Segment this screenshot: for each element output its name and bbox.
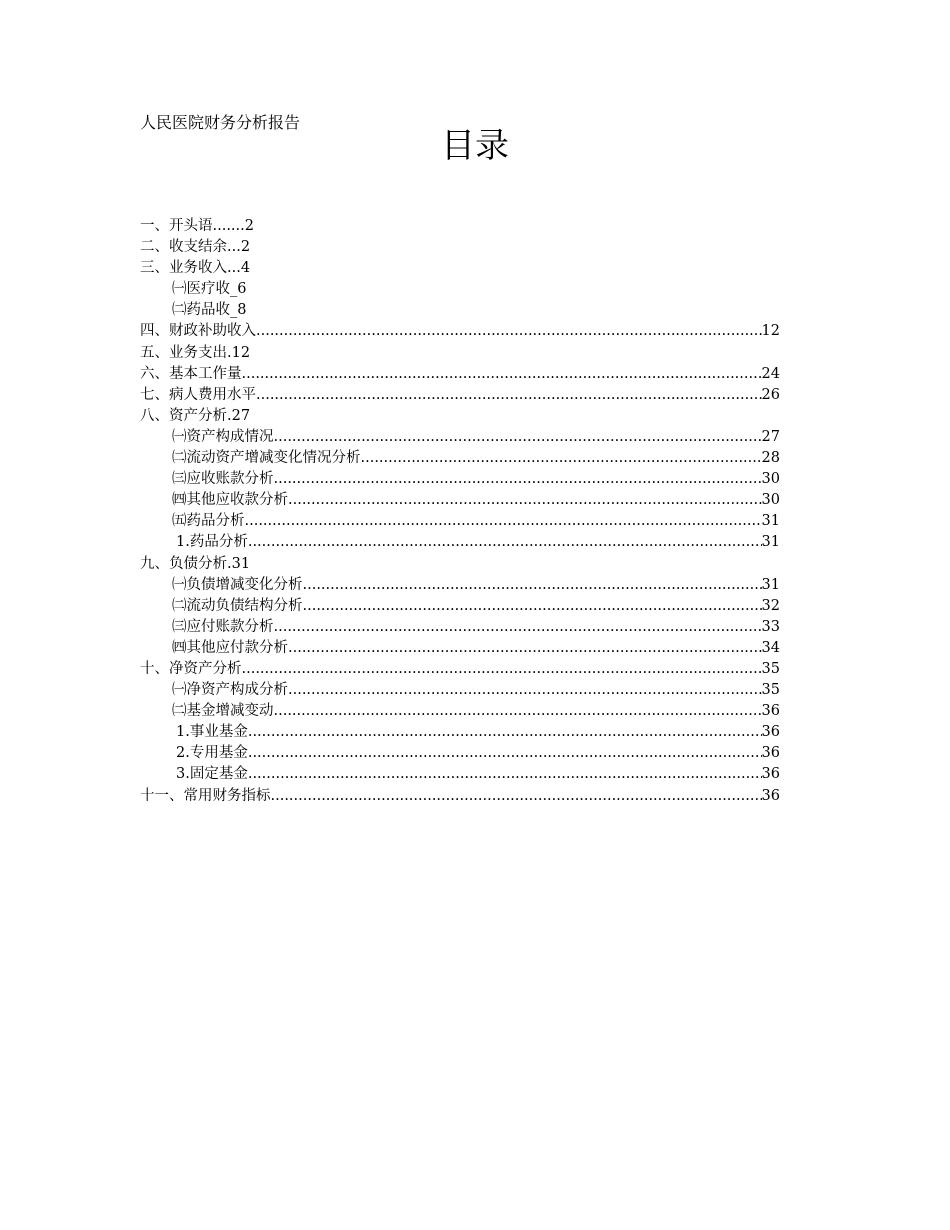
toc-entry[interactable] xyxy=(140,406,780,427)
toc-page-number: 35 xyxy=(761,682,780,699)
toc-page-number: 26 xyxy=(761,386,780,403)
toc-entry[interactable] xyxy=(140,764,780,785)
toc-page-number: 31 xyxy=(761,534,780,551)
toc-entry[interactable] xyxy=(140,216,780,237)
toc-entry-label: 九、负债分析.31 xyxy=(140,555,251,572)
toc-dot-leader xyxy=(271,786,762,807)
toc-page-number: 36 xyxy=(761,703,780,720)
toc-page-number: 33 xyxy=(761,618,780,635)
toc-entry-label: ㈠净资产构成分析 xyxy=(172,682,288,699)
toc-entry-label: ㈠负债增减变化分析 xyxy=(172,576,303,593)
toc-dot-leader xyxy=(242,364,762,385)
toc-entry[interactable] xyxy=(140,596,780,617)
toc-dot-leader xyxy=(274,427,762,448)
toc-entry[interactable] xyxy=(140,701,780,722)
toc-entry-label: 八、资产分析.27 xyxy=(140,407,251,424)
toc-entry[interactable] xyxy=(140,554,780,575)
toc-entry-label: 1.事业基金 xyxy=(176,724,248,741)
toc-entry[interactable] xyxy=(140,490,780,511)
toc-dot-leader xyxy=(288,680,762,701)
toc-entry[interactable] xyxy=(140,321,780,342)
toc-entry[interactable] xyxy=(140,617,780,638)
toc-entry-label: 三、业务收入...4 xyxy=(140,260,251,277)
toc-entry-label: ㈢应付账款分析 xyxy=(172,618,274,635)
toc-dot-leader xyxy=(256,321,762,342)
toc-entry-label: 2.专用基金 xyxy=(176,745,248,762)
document-header: 人民医院财务分析报告 xyxy=(140,113,301,132)
toc-entry-label: 二、收支结余...2 xyxy=(140,239,251,256)
toc-entry-label: 3.固定基金 xyxy=(176,766,248,783)
toc-entry-label: 十一、常用财务指标 xyxy=(140,787,271,804)
toc-entry-label: ㈢应收账款分析 xyxy=(172,471,274,488)
toc-dot-leader xyxy=(274,469,762,490)
toc-page-number: 12 xyxy=(761,323,780,340)
toc-entry[interactable] xyxy=(140,575,780,596)
toc-entry[interactable] xyxy=(140,722,780,743)
toc-entry[interactable] xyxy=(140,427,780,448)
toc-entry[interactable] xyxy=(140,680,780,701)
toc-entry-label: 五、业务支出.12 xyxy=(140,344,251,361)
toc-page-number: 31 xyxy=(761,576,780,593)
toc-page-number: 36 xyxy=(761,787,780,804)
toc-entry[interactable] xyxy=(140,638,780,659)
toc-page-number: 35 xyxy=(761,660,780,677)
toc-entry-label: 四、财政补助收入 xyxy=(140,323,256,340)
toc-entry[interactable] xyxy=(140,237,780,258)
toc-entry-label: 六、基本工作量 xyxy=(140,365,242,382)
toc-entry[interactable] xyxy=(140,448,780,469)
toc-entry[interactable] xyxy=(140,659,780,680)
toc-entry[interactable] xyxy=(140,364,780,385)
toc-entry-label: ㈡基金增减变动 xyxy=(172,703,274,720)
toc-page-number: 31 xyxy=(761,513,780,530)
toc-page-number: 36 xyxy=(761,766,780,783)
toc-dot-leader xyxy=(274,701,762,722)
toc-dot-leader xyxy=(245,511,762,532)
toc-entry-label: ㈤药品分析 xyxy=(172,513,245,530)
toc-entry-label: 一、开头语.......2 xyxy=(140,218,254,234)
toc-entry[interactable] xyxy=(140,385,780,406)
toc-entry-label: ㈡流动资产增减变化情况分析 xyxy=(172,450,361,467)
toc-entry[interactable] xyxy=(140,279,780,300)
toc-entry-label: 七、病人费用水平 xyxy=(140,386,256,403)
toc-page-number: 34 xyxy=(761,639,780,656)
toc-dot-leader xyxy=(288,490,762,511)
toc-entry[interactable] xyxy=(140,300,780,321)
toc-page-number: 36 xyxy=(761,745,780,762)
toc-entry[interactable] xyxy=(140,258,780,279)
toc-entry-label: ㈣其他应收款分析 xyxy=(172,492,288,509)
toc-title: 目录 xyxy=(441,126,509,166)
toc-page-number: 27 xyxy=(761,428,780,445)
toc-page-number: 30 xyxy=(761,471,780,488)
toc-page-number: 24 xyxy=(761,365,780,382)
toc-entry[interactable] xyxy=(140,343,780,364)
toc-dot-leader xyxy=(248,722,762,743)
toc-entry-label: ㈣其他应付款分析 xyxy=(172,639,288,656)
toc-dot-leader xyxy=(274,617,762,638)
toc-page-number: 36 xyxy=(761,724,780,741)
toc-dot-leader xyxy=(248,743,762,764)
toc-entry[interactable] xyxy=(140,469,780,490)
toc-entry-label: ㈠资产构成情况 xyxy=(172,428,274,445)
toc-dot-leader xyxy=(361,448,762,469)
toc-entry-label: 1.药品分析 xyxy=(176,534,248,551)
toc-dot-leader xyxy=(248,764,762,785)
toc-page-number: 32 xyxy=(761,597,780,614)
toc-dot-leader xyxy=(303,596,762,617)
toc-entry[interactable] xyxy=(140,532,780,553)
toc-dot-leader xyxy=(242,659,762,680)
toc-entry[interactable] xyxy=(140,743,780,764)
toc-dot-leader xyxy=(303,575,762,596)
toc-entry-label: ㈡流动负债结构分析 xyxy=(172,597,303,614)
table-of-contents xyxy=(140,216,780,807)
toc-dot-leader xyxy=(288,638,762,659)
toc-entry-label: ㈠医疗收_6 xyxy=(172,281,247,298)
toc-page-number: 30 xyxy=(761,492,780,509)
toc-dot-leader xyxy=(256,385,762,406)
toc-entry-label: ㈡药品收_8 xyxy=(172,302,247,319)
toc-entry-label: 十、净资产分析 xyxy=(140,660,242,677)
toc-entry[interactable] xyxy=(140,786,780,807)
toc-page-number: 28 xyxy=(761,450,780,467)
toc-entry[interactable] xyxy=(140,511,780,532)
toc-dot-leader xyxy=(248,532,762,553)
